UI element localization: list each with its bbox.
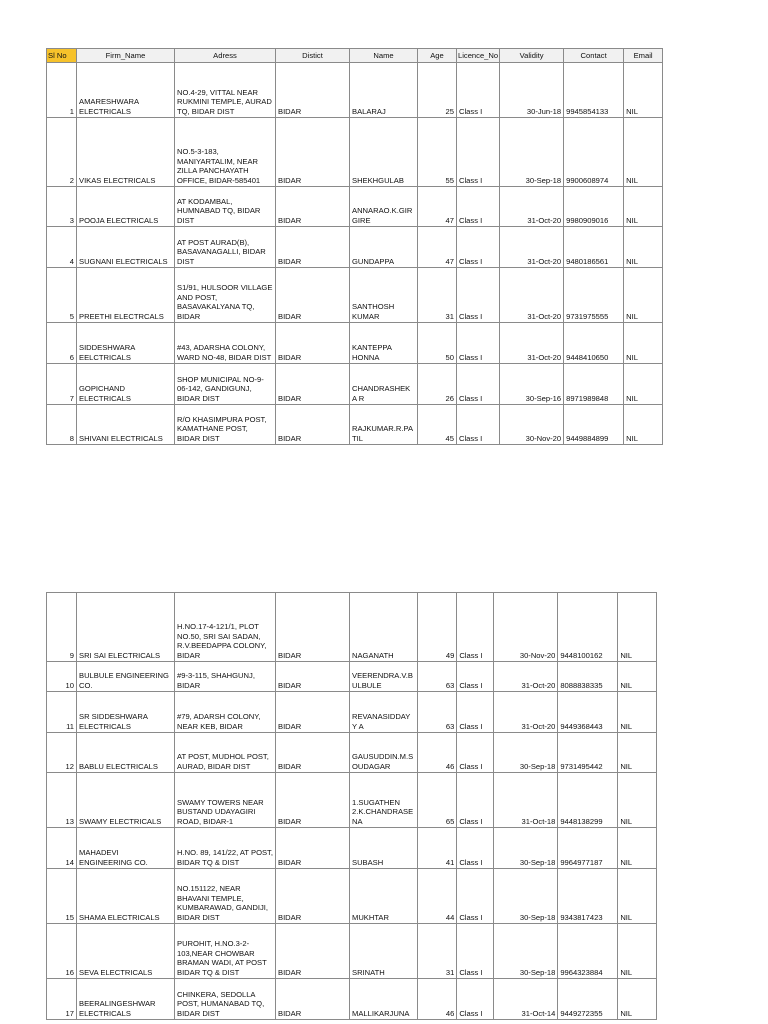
cell-district[interactable]: BIDAR [276, 118, 350, 187]
cell-district[interactable]: BIDAR [276, 593, 350, 662]
cell-email[interactable]: NIL [618, 979, 657, 1020]
cell-email[interactable]: NIL [618, 733, 657, 773]
cell-licence-no[interactable]: Class I [457, 187, 500, 227]
cell-name[interactable]: ANNARAO.K.GIR GIRE [350, 187, 418, 227]
cell-district[interactable]: BIDAR [276, 869, 350, 924]
cell-email[interactable]: NIL [618, 924, 657, 979]
cell-email[interactable]: NIL [618, 692, 657, 733]
cell-firm-name[interactable]: SWAMY ELECTRICALS [77, 773, 175, 828]
cell-contact[interactable]: 9980909016 [564, 187, 624, 227]
cell-address[interactable]: #9-3-115, SHAHGUNJ, BIDAR [175, 662, 276, 692]
cell-district[interactable]: BIDAR [276, 692, 350, 733]
cell-address[interactable]: NO.5-3-183, MANIYARTALIM, NEAR ZILLA PANCHAYATH OFFICE, BIDAR-585401 [175, 118, 276, 187]
cell-name[interactable]: SANTHOSH KUMAR [350, 268, 418, 323]
cell-sl-no[interactable]: 10 [47, 662, 77, 692]
cell-licence-no[interactable]: Class I [457, 364, 500, 405]
cell-name[interactable]: 1.SUGATHEN 2.K.CHANDRASE NA [350, 773, 418, 828]
table-row [47, 63, 663, 118]
cell-address[interactable]: AT KODAMBAL, HUMNABAD TQ, BIDAR DIST [175, 187, 276, 227]
cell-email[interactable]: NIL [624, 323, 663, 364]
cell-name[interactable]: NAGANATH [350, 593, 418, 662]
cell-firm-name[interactable]: BULBULE ENGINEERING CO. [77, 662, 175, 692]
cell-licence-no[interactable]: Class I [457, 828, 494, 869]
cell-firm-name[interactable]: BEERALINGESHWAR ELECTRICALS [77, 979, 175, 1020]
cell-contact[interactable]: 9900608974 [564, 118, 624, 187]
cell-sl-no[interactable]: 1 [47, 63, 77, 118]
cell-name[interactable]: SRINATH [350, 924, 418, 979]
cell-sl-no[interactable]: 5 [47, 268, 77, 323]
cell-licence-no[interactable]: Class I [457, 323, 500, 364]
cell-firm-name[interactable]: SHIVANI ELECTRICALS [77, 405, 175, 445]
cell-licence-no[interactable]: Class I [457, 227, 500, 268]
cell-validity[interactable]: 31-Oct-20 [494, 662, 558, 692]
cell-sl-no[interactable]: 11 [47, 692, 77, 733]
contractor-table-2 [46, 592, 657, 1020]
header-name[interactable]: Name [350, 49, 418, 63]
cell-sl-no[interactable]: 13 [47, 773, 77, 828]
cell-address[interactable]: H.NO. 89, 141/22, AT POST, BIDAR TQ & DIST [175, 828, 276, 869]
cell-age[interactable]: 26 [418, 364, 457, 405]
cell-licence-no[interactable]: Class I [457, 662, 494, 692]
table-row [47, 405, 663, 445]
cell-licence-no[interactable]: Class I [457, 979, 494, 1020]
cell-firm-name[interactable]: GOPICHAND ELECTRICALS [77, 364, 175, 405]
cell-district[interactable]: BIDAR [276, 662, 350, 692]
cell-address[interactable]: SWAMY TOWERS NEAR BUSTAND UDAYAGIRI ROAD, BIDAR-1 [175, 773, 276, 828]
cell-district[interactable]: BIDAR [276, 405, 350, 445]
cell-address[interactable]: PUROHIT, H.NO.3-2-103,NEAR CHOWBAR BRAMAN WADI, AT POST BIDAR TQ & DIST [175, 924, 276, 979]
cell-name[interactable]: REVANASIDDAYY A [350, 692, 418, 733]
cell-contact[interactable]: 9731975555 [564, 268, 624, 323]
cell-sl-no[interactable]: 17 [47, 979, 77, 1020]
cell-licence-no[interactable]: Class I [457, 405, 500, 445]
table-row [47, 268, 663, 323]
cell-age[interactable]: 55 [418, 118, 457, 187]
cell-contact[interactable]: 8088838335 [558, 662, 618, 692]
cell-age[interactable]: 44 [418, 869, 457, 924]
cell-licence-no[interactable]: Class I [457, 869, 494, 924]
cell-firm-name[interactable]: MAHADEVI ENGINEERING CO. [77, 828, 175, 869]
cell-district[interactable]: BIDAR [276, 979, 350, 1020]
cell-validity[interactable]: 30-Sep-16 [500, 364, 564, 405]
cell-firm-name[interactable]: SIDDESHWARA EELCTRICALS [77, 323, 175, 364]
header-validity[interactable]: Validity [500, 49, 564, 63]
cell-name[interactable]: SHEKHGULAB [350, 118, 418, 187]
cell-sl-no[interactable]: 16 [47, 924, 77, 979]
cell-district[interactable]: BIDAR [276, 773, 350, 828]
cell-age[interactable]: 25 [418, 63, 457, 118]
cell-validity[interactable]: 31-Oct-20 [494, 692, 558, 733]
table-row [47, 979, 657, 1020]
cell-age[interactable]: 47 [418, 187, 457, 227]
cell-validity[interactable]: 30-Sep-18 [494, 869, 558, 924]
cell-age[interactable]: 46 [418, 979, 457, 1020]
cell-contact[interactable]: 9449368443 [558, 692, 618, 733]
cell-email[interactable]: NIL [618, 869, 657, 924]
cell-validity[interactable]: 30-Sep-18 [500, 118, 564, 187]
cell-name[interactable]: MALLIKARJUNA [350, 979, 418, 1020]
cell-address[interactable]: R/O KHASIMPURA POST, KAMATHANE POST, BIDAR DIST [175, 405, 276, 445]
cell-district[interactable]: BIDAR [276, 364, 350, 405]
cell-sl-no[interactable]: 3 [47, 187, 77, 227]
cell-email[interactable]: NIL [618, 773, 657, 828]
cell-age[interactable]: 63 [418, 662, 457, 692]
header-contact[interactable]: Contact [564, 49, 624, 63]
cell-contact[interactable]: 9448410650 [564, 323, 624, 364]
cell-validity[interactable]: 30-Sep-18 [494, 733, 558, 773]
cell-address[interactable]: CHINKERA, SEDOLLA POST, HUMANABAD TQ, BIDAR DIST [175, 979, 276, 1020]
cell-age[interactable]: 31 [418, 924, 457, 979]
cell-validity[interactable]: 31-Oct-18 [494, 773, 558, 828]
header-address[interactable]: Adress [175, 49, 276, 63]
cell-name[interactable]: GAUSUDDIN.M.S OUDAGAR [350, 733, 418, 773]
cell-email[interactable]: NIL [624, 405, 663, 445]
cell-contact[interactable]: 9449884899 [564, 405, 624, 445]
cell-firm-name[interactable]: BABLU ELECTRICALS [77, 733, 175, 773]
cell-contact[interactable]: 9449272355 [558, 979, 618, 1020]
cell-validity[interactable]: 30-Nov-20 [500, 405, 564, 445]
cell-licence-no[interactable]: Class I [457, 733, 494, 773]
cell-age[interactable]: 63 [418, 692, 457, 733]
cell-firm-name[interactable]: SR SIDDESHWARA ELECTRICALS [77, 692, 175, 733]
cell-sl-no[interactable]: 6 [47, 323, 77, 364]
cell-email[interactable]: NIL [618, 662, 657, 692]
cell-address[interactable]: NO.4-29, VITTAL NEAR RUKMINI TEMPLE, AURAD TQ, BIDAR DIST [175, 63, 276, 118]
cell-email[interactable]: NIL [618, 828, 657, 869]
cell-name[interactable]: SUBASH [350, 828, 418, 869]
cell-district[interactable]: BIDAR [276, 828, 350, 869]
table-row [47, 773, 657, 828]
cell-district[interactable]: BIDAR [276, 63, 350, 118]
cell-contact[interactable]: 9448138299 [558, 773, 618, 828]
cell-address[interactable]: NO.151122, NEAR BHAVANI TEMPLE, KUMBARAWAD, GANDIJI, BIDAR DIST [175, 869, 276, 924]
cell-district[interactable]: BIDAR [276, 924, 350, 979]
cell-firm-name[interactable]: SHAMA ELECTRICALS [77, 869, 175, 924]
cell-firm-name[interactable]: POOJA ELECTRICALS [77, 187, 175, 227]
cell-district[interactable]: BIDAR [276, 733, 350, 773]
cell-email[interactable]: NIL [624, 364, 663, 405]
cell-firm-name[interactable]: PREETHI ELECTRCALS [77, 268, 175, 323]
cell-licence-no[interactable]: Class I [457, 773, 494, 828]
cell-address[interactable]: H.NO.17-4-121/1, PLOT NO.50, SRI SAI SADAN, R.V.BEEDAPPA COLONY, BIDAR [175, 593, 276, 662]
cell-sl-no[interactable]: 15 [47, 869, 77, 924]
cell-firm-name[interactable]: SUGNANI ELECTRICALS [77, 227, 175, 268]
header-firm-name[interactable]: Firm_Name [77, 49, 175, 63]
table-row [47, 118, 663, 187]
table-row [47, 323, 663, 364]
cell-age[interactable]: 41 [418, 828, 457, 869]
cell-address[interactable]: #79, ADARSH COLONY, NEAR KEB, BIDAR [175, 692, 276, 733]
cell-sl-no[interactable]: 14 [47, 828, 77, 869]
header-email[interactable]: Email [624, 49, 663, 63]
cell-contact[interactable]: 9343817423 [558, 869, 618, 924]
cell-name[interactable]: GUNDAPPA [350, 227, 418, 268]
cell-name[interactable]: VEERENDRA.V.B ULBULE [350, 662, 418, 692]
cell-age[interactable]: 31 [418, 268, 457, 323]
cell-email[interactable]: NIL [618, 593, 657, 662]
cell-validity[interactable]: 30-Sep-18 [494, 828, 558, 869]
cell-age[interactable]: 45 [418, 405, 457, 445]
cell-address[interactable]: SHOP MUNICIPAL NO-9-06-142, GANDIGUNJ, BIDAR DIST [175, 364, 276, 405]
cell-contact[interactable]: 9964323884 [558, 924, 618, 979]
cell-sl-no[interactable]: 4 [47, 227, 77, 268]
cell-validity[interactable]: 31-Oct-20 [500, 187, 564, 227]
cell-firm-name[interactable]: AMARESHWARA ELECTRICALS [77, 63, 175, 118]
cell-firm-name[interactable]: SEVA ELECTRICALS [77, 924, 175, 979]
cell-age[interactable]: 50 [418, 323, 457, 364]
cell-firm-name[interactable]: SRI SAI ELECTRICALS [77, 593, 175, 662]
table-row [47, 869, 657, 924]
cell-age[interactable]: 49 [418, 593, 457, 662]
table-row [47, 662, 657, 692]
cell-validity[interactable]: 30-Sep-18 [494, 924, 558, 979]
cell-validity[interactable]: 31-Oct-20 [500, 227, 564, 268]
cell-contact[interactable]: 9480186561 [564, 227, 624, 268]
cell-name[interactable]: MUKHTAR [350, 869, 418, 924]
cell-validity[interactable]: 31-Oct-20 [500, 268, 564, 323]
cell-email[interactable]: NIL [624, 187, 663, 227]
cell-district[interactable]: BIDAR [276, 187, 350, 227]
table-row [47, 924, 657, 979]
table-row [47, 692, 657, 733]
cell-email[interactable]: NIL [624, 118, 663, 187]
cell-validity[interactable]: 30-Jun-18 [500, 63, 564, 118]
cell-name[interactable]: RAJKUMAR.R.PA TIL [350, 405, 418, 445]
contractor-table-1 [46, 48, 663, 445]
cell-contact[interactable]: 9731495442 [558, 733, 618, 773]
cell-contact[interactable]: 9945854133 [564, 63, 624, 118]
table-row [47, 364, 663, 405]
cell-address[interactable]: #43, ADARSHA COLONY, WARD NO-48, BIDAR DIST [175, 323, 276, 364]
cell-address[interactable]: AT POST, MUDHOL POST, AURAD, BIDAR DIST [175, 733, 276, 773]
cell-licence-no[interactable]: Class I [457, 63, 500, 118]
cell-email[interactable]: NIL [624, 63, 663, 118]
cell-name[interactable]: CHANDRASHEKA R [350, 364, 418, 405]
cell-district[interactable]: BIDAR [276, 268, 350, 323]
cell-sl-no[interactable]: 9 [47, 593, 77, 662]
cell-age[interactable]: 46 [418, 733, 457, 773]
cell-licence-no[interactable]: Class I [457, 268, 500, 323]
cell-email[interactable]: NIL [624, 227, 663, 268]
cell-firm-name[interactable]: VIKAS ELECTRICALS [77, 118, 175, 187]
cell-address[interactable]: AT POST AURAD(B), BASAVANAGALLI, BIDAR DIST [175, 227, 276, 268]
table-row [47, 187, 663, 227]
cell-age[interactable]: 65 [418, 773, 457, 828]
cell-name[interactable]: KANTEPPA HONNA [350, 323, 418, 364]
cell-sl-no[interactable]: 2 [47, 118, 77, 187]
cell-licence-no[interactable]: Class I [457, 593, 494, 662]
cell-contact[interactable]: 8971989848 [564, 364, 624, 405]
cell-licence-no[interactable]: Class I [457, 118, 500, 187]
table-row [47, 593, 657, 662]
table-row [47, 828, 657, 869]
cell-contact[interactable]: 9448100162 [558, 593, 618, 662]
cell-name[interactable]: BALARAJ [350, 63, 418, 118]
header-row [47, 49, 663, 63]
cell-validity[interactable]: 31-Oct-20 [500, 323, 564, 364]
header-licence-no[interactable]: Licence_No [457, 49, 500, 63]
cell-age[interactable]: 47 [418, 227, 457, 268]
cell-sl-no[interactable]: 8 [47, 405, 77, 445]
cell-email[interactable]: NIL [624, 268, 663, 323]
cell-sl-no[interactable]: 12 [47, 733, 77, 773]
cell-validity[interactable]: 30-Nov-20 [494, 593, 558, 662]
cell-district[interactable]: BIDAR [276, 323, 350, 364]
table-row [47, 733, 657, 773]
header-district[interactable]: Distict [276, 49, 350, 63]
cell-licence-no[interactable]: Class I [457, 692, 494, 733]
cell-district[interactable]: BIDAR [276, 227, 350, 268]
cell-sl-no[interactable]: 7 [47, 364, 77, 405]
cell-validity[interactable]: 31-Oct-14 [494, 979, 558, 1020]
cell-licence-no[interactable]: Class I [457, 924, 494, 979]
cell-address[interactable]: S1/91, HULSOOR VILLAGE AND POST, BASAVAKALYANA TQ, BIDAR [175, 268, 276, 323]
header-age[interactable]: Age [418, 49, 457, 63]
header-sl-no[interactable]: Sl No [47, 49, 77, 63]
table-row [47, 227, 663, 268]
cell-contact[interactable]: 9964977187 [558, 828, 618, 869]
